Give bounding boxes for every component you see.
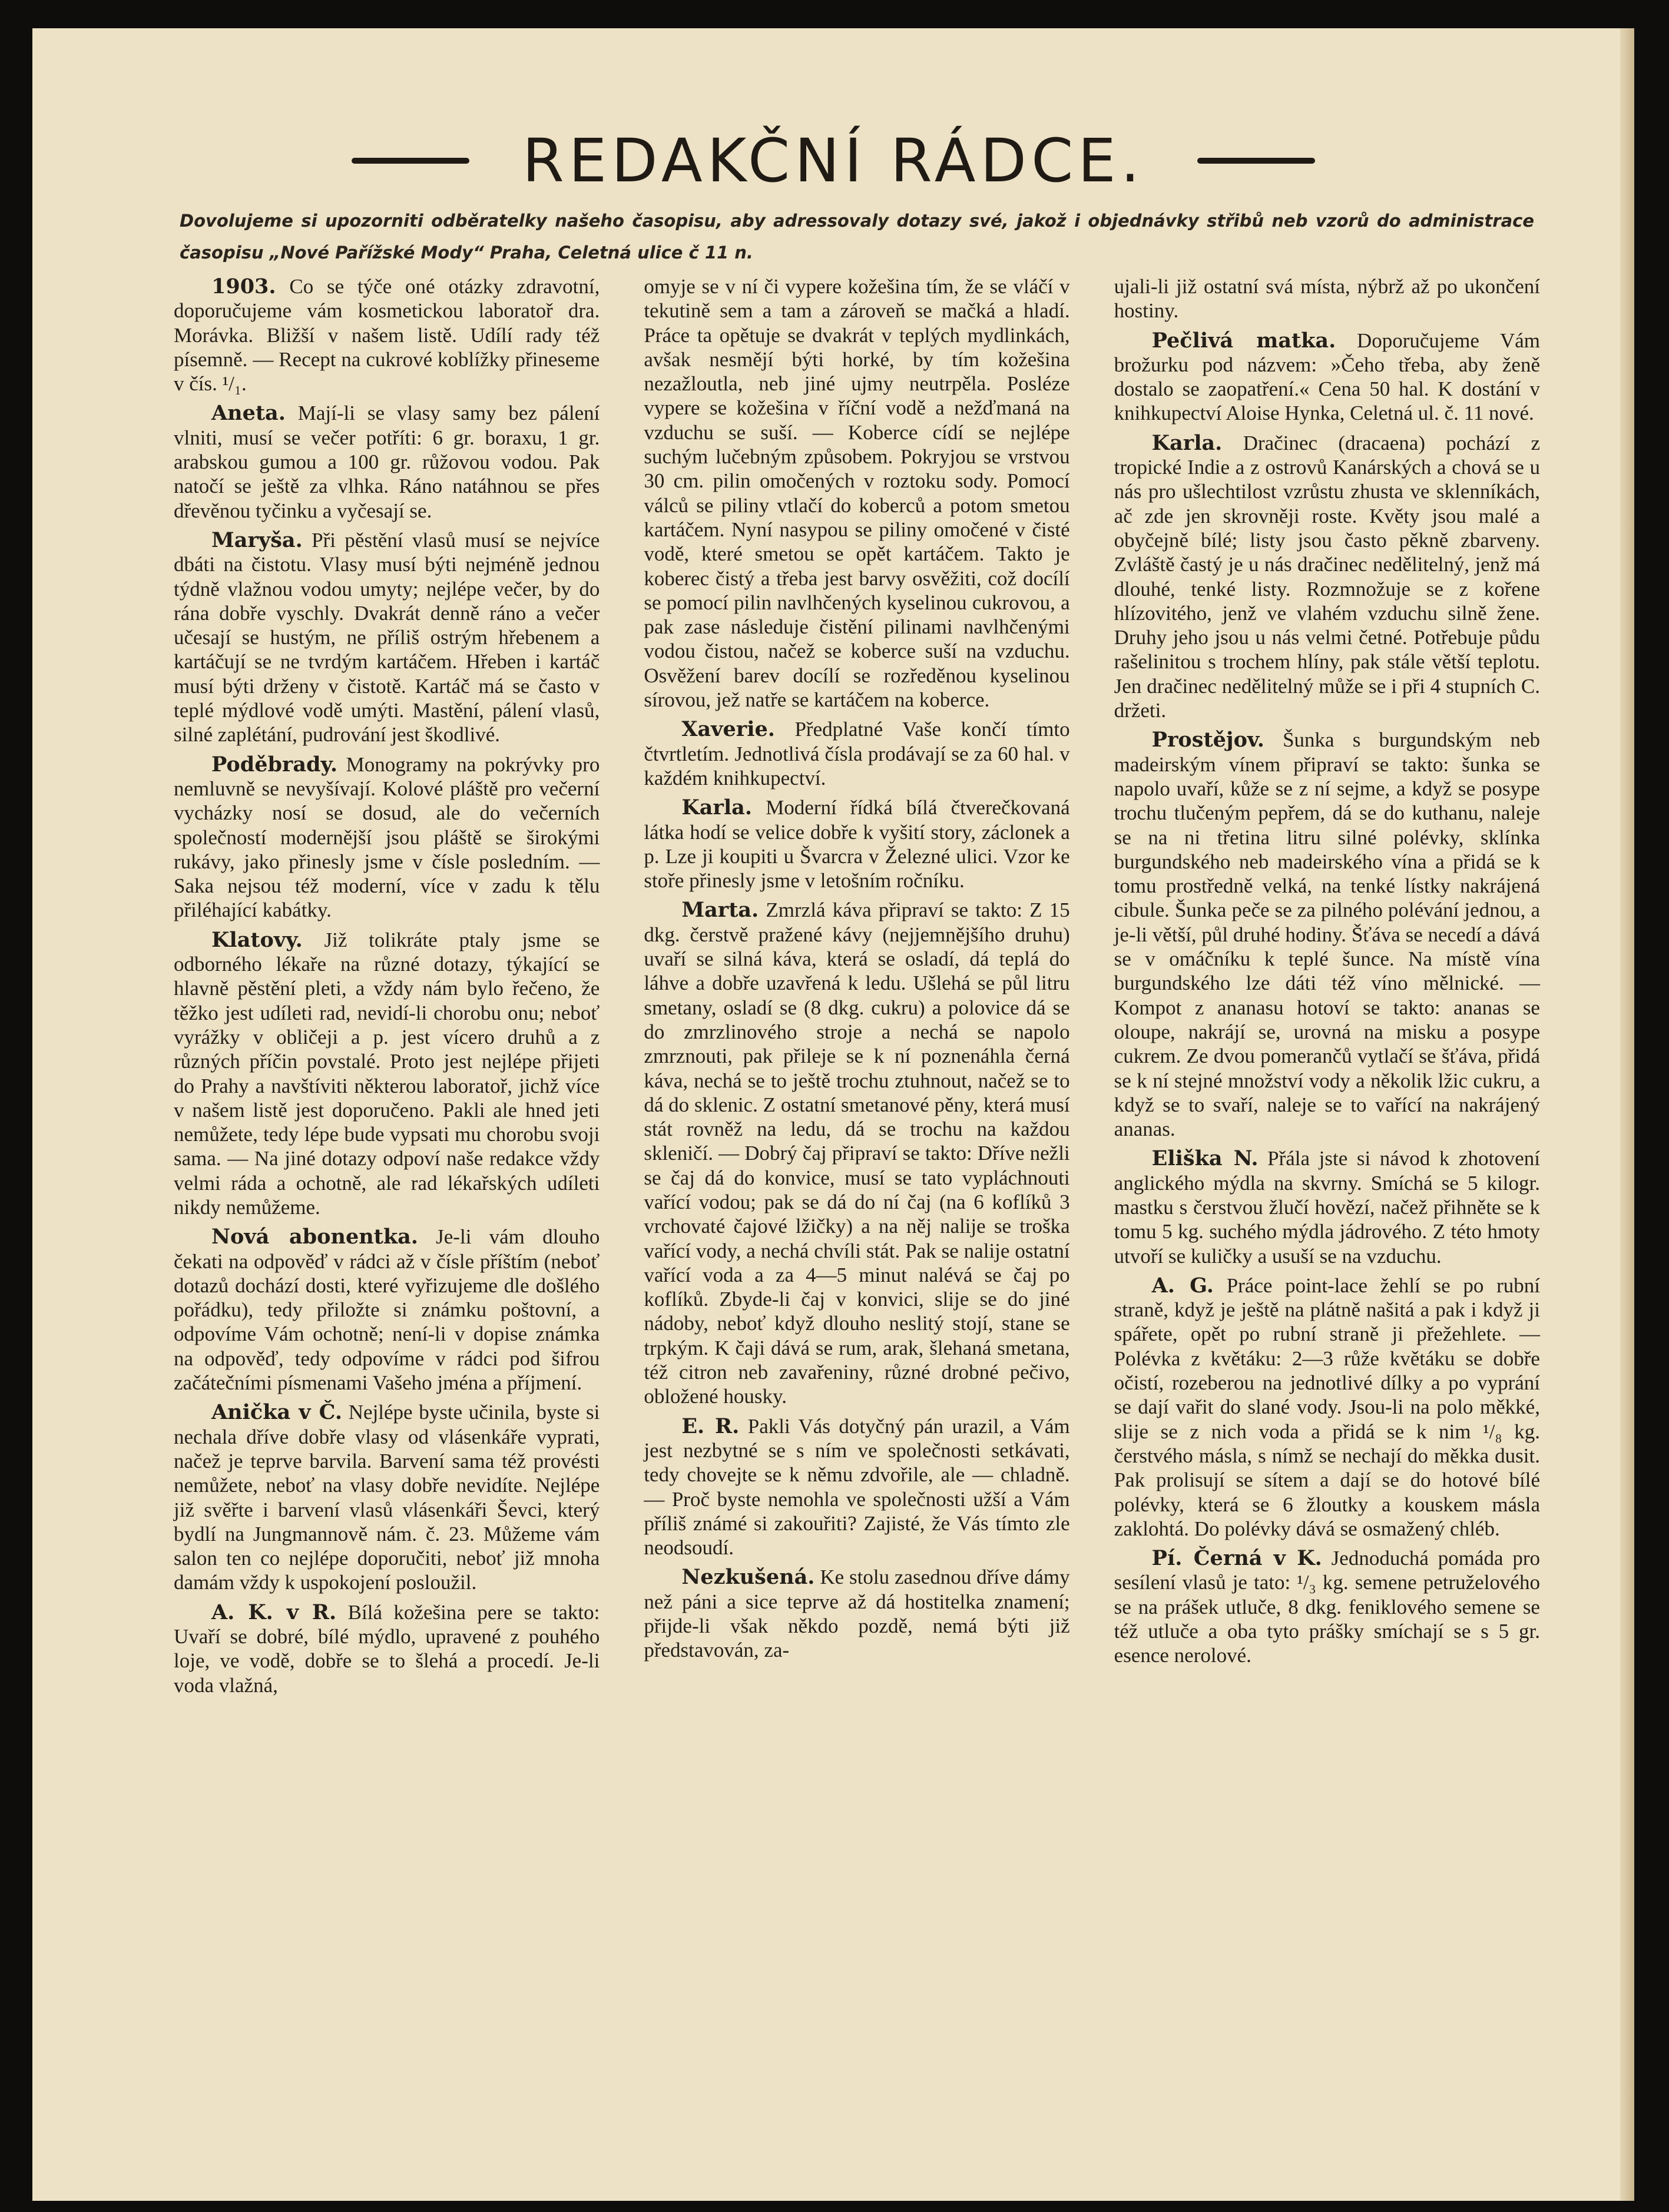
advice-entry — [1114, 431, 1540, 723]
entry-addressee: Karla. — [681, 795, 753, 820]
advice-entry — [174, 752, 600, 923]
entry-addressee: Aneta. — [211, 401, 286, 426]
advice-entry — [644, 274, 1069, 712]
entry-text: Předplatné Vaše končí tímto čtvrtletím. Jednotlivá čísla prodávají se za 60 hal. v každém knihkupectví. — [644, 718, 1070, 790]
entry-addressee: Eliška N. — [1151, 1146, 1259, 1171]
entry-text: Dračinec (dracaena) pochází z tropické Indie a z ostrovů Kanárských a chová se u nás pro ušlechtilost vzrůstu zhusta ve sklenníkách, ač zde jen skrovněji roste. Květy jsou malé a obyčejně bílé; listy jsou často pěkně zbarveny. Zvláště častý je u nás dračinec nedělitelný, jenž má dlouhé, tenké listy. Rozmnožuje se z kořene hlízovitého, jenž ve vlahém vzduchu silně žene. Druhy jeho jsou u nás velmi četné. Potřebuje půdu rašelinitou s trochem hlíny, pak stále větší teplotu. Jen dračinec nedělitelný může se i při 4 stupních C. držeti. — [1114, 431, 1540, 722]
entry-text: Monogramy na pokrývky pro nemluvně se nevyšívají. Kolové pláště pro večerní vycházky nosí se dosud, ale do večerních společností modernější jsou pláště se širokými rukávy, jako přinesly jsme v čísle posledním. — Saka nejsou též moderní, více v zadu k tělu přiléhající kabátky. — [174, 752, 600, 922]
column — [1114, 274, 1540, 2188]
entry-text: Moderní řídká bílá čtverečkovaná látka hodí se velice dobře k vyšití story, záclonek a p. Lze ji koupiti u Švarcra v Železné ulici. Vzor ke stoře přinesly jsme v letošním ročníku. — [644, 796, 1070, 893]
advice-entry — [1114, 274, 1540, 323]
entry-text: Bílá kožešina pere se takto: Uvaří se dobré, bílé mýdlo, upravené z pouhého loje, ve vodě, dobře se to šlehá a procedí. Je-li voda vlažná, — [174, 1600, 600, 1697]
entry-text: Již tolikráte ptaly jsme se odborného lékaře na různé dotazy, týkající se hlavně pěstění pleti, a vždy nám bylo řečeno, že těžko jest udíleti rad, nevidí-li chorobu onu; neboť vyrážky v obličeji a p. jest vícero druhů a z různých příčin povstalé. Proto jest nejlépe přijeti do Prahy a navštíviti některou laboratoř, jichž více v našem listě jest doporučeno. Pakli ale hned jeti nemůžete, tedy lépe bude vypsati mu chorobu svoji sama. — Na jiné dotazy odpoví naše redakce vždy velmi ráda a ochotně, ale rad lékařských udíleti nikdy nemůžeme. — [174, 928, 600, 1219]
advice-entry — [174, 274, 600, 396]
advice-entry — [644, 898, 1069, 1408]
page-edge — [1620, 28, 1634, 2201]
entry-addressee: Nová abonentka. — [211, 1225, 418, 1249]
advice-entry — [1114, 1146, 1540, 1268]
title-rule-right — [1197, 158, 1315, 164]
entry-addressee: A. K. v R. — [211, 1600, 337, 1624]
page-title: REDAKČNÍ RÁDCE. — [522, 125, 1145, 196]
entry-text: omyje se v ní či vypere kožešina tím, že se vláčí v tekutině sem a tam a zároveň se mačká a hladí. Práce ta opětuje se dvakrát v teplých mydlinkách, avšak nesmějí býti horké, by tím kožešina nezažloutla, neb jiné ujmy neutrpěla. Posléze vypere se kožešina v říční vodě a nežďmaná na vzduchu se suší. — Koberce cídí se nejlépe suchým lučebným způsobem. Pokryjou se vrstvou 30 cm. pilin omočených v roztoku sody. Pomocí válců se piliny vtlačí do koberců a potom smetou kartáčem. Nyní nasypou se piliny omočené v čisté vodě, které smetou se opět kartáčem. Takto je koberec čistý a třeba jest barvy osvěžiti, což docílí se pomocí pilin navlhčených kyselinou cukrovou, a pak zase následuje čistění pilinami navlhčenými vodou čistou, načež se koberce suší na vzduchu. Osvěžení barev docílí se rozředěnou kyselinou sírovou, jež natře se kartáčem na koberce. — [644, 275, 1070, 712]
entry-text: Práce point-lace žehlí se po rubní straně, když je ještě na plátně našitá a pak i když ji spářete, opět po rubní straně ji přežehlete. — Polévka z květáku: 2—3 růže květáku se dobře očistí, rozeberou na jednotlivé dílky a po vyprání se dají vařit do slané vody. Jsou-li na polo měkké, slije se z nich voda a přidá se k nim ¹/₈ kg. čerstvého másla, s nímž se nechají do měkka dusit. Pak prolisují se sítem a dají se do hotové bílé polévky, která se 6 žloutky a kouskem másla zaklohtá. Do polévky dává se osmažený chléb. — [1114, 1274, 1540, 1540]
advice-entry — [1114, 1274, 1540, 1541]
entry-text: ujali-li již ostatní svá místa, nýbrž až po ukončení hostiny. — [1114, 275, 1540, 323]
entry-addressee: Prostějov. — [1151, 728, 1264, 752]
entry-addressee: 1903. — [211, 274, 276, 299]
entry-addressee: Pí. Černá v K. — [1151, 1546, 1322, 1571]
advice-entry — [644, 1414, 1069, 1560]
entry-text: Co se týče oné otázky zdravotní, doporučujeme vám kosmetickou laboratoř dra. Morávka. Bližší v našem listě. Udílí rady též písemně. — Recept na cukrové koblížky přineseme v čís. ¹/₁. — [174, 275, 600, 396]
entry-text: Mají-li se vlasy samy bez pálení vlniti, musí se večer potříti: 6 gr. boraxu, 1 gr. arabskou gumou a 100 gr. růžovou vodou. Pak natočí se ještě za vlhka. Ráno natáhnou se přes dřevěnou tyčinku a vyčesají se. — [174, 402, 600, 522]
entry-text: Zmrzlá káva připraví se takto: Z 15 dkg. čerstvě pražené kávy (nejjemnějšího druhu) uvaří se silná káva, která se osladí, dá teplá do láhve a dobře uzavřená k ledu. Ušlehá se půl litru smetany, osladí se (8 dkg. cukru) a polovice dá se do zmrzlinového stroje a nechá se napolo zmrznouti, pak přileje se k ní poznenáhla černá káva, nechá se to ještě trochu ztuhnout, načež se to dá do sklenic. Z ostatní smetanové pěny, která musí stát rovněž na ledu, dá se trochu na každou skleničí. — Dobrý čaj připraví se takto: Dříve nežli se čaj dá do konvice, musí se tato vypláchnouti vařící vodou; pak se dá do ní čaj (na 6 koflíků 3 vrchovaté čajové lžičky) a na něj nalije se troška vařící vody, a nechá chvíli stát. Pak se nalije ostatní vařící voda a za 4—5 minut nalévá se čaj po koflíků. Zbyde-li čaj v konvici, slije se do jiné nádoby, neboť když dlouho neslitý stojí, stane se trpkým. K čaji dává se rum, arak, šlehaná smetana, též citron neb zavařeniny, různé drobné pečivo, obložené housky. — [644, 898, 1070, 1408]
entry-addressee: Xaverie. — [681, 717, 775, 742]
entry-addressee: Klatovy. — [211, 927, 303, 952]
advice-entry — [644, 1565, 1069, 1662]
entry-addressee: Nezkušená. — [681, 1565, 815, 1590]
advice-entry — [174, 528, 600, 747]
column — [174, 274, 600, 2188]
advice-entry — [174, 401, 600, 522]
columns — [174, 274, 1540, 2188]
title-rule-left — [352, 158, 469, 164]
entry-addressee: E. R. — [681, 1414, 740, 1438]
magazine-page — [32, 28, 1634, 2201]
advice-entry — [174, 1600, 600, 1697]
entry-text: Šunka s burgundským neb madeirským vínem připraví se takto: šunka se napolo uvaří, kůže se z ní sejme, a když se posype trochu tlučeným pepřem, dá se do kuthanu, naleje se na ni třetina litru silné polévky, sklínka burgundského neb madeirského vína a přidá se k tomu prostředně velká, na tenké lístky nakrájená cibule. Šunka peče se za pilného polévání jednou, a je-li větší, půl druhé hodiny. Šťáva se necedí a dává se v omáčníku k teplé šunce. Na místě vína burgundského lze dáti též víno mělnické. — Kompot z ananasu hotoví se takto: ananas se oloupe, nakrájí se, urovná na misku a posype cukrem. Ze dvou pomerančů vytlačí se šťáva, přidá se k ní stejné množství vody a několik lžic cukru, a když se to svaří, naleje se to vařící na nakrájený ananas. — [1114, 728, 1540, 1141]
subscriber-notice: Dovolujeme si upozorniti odběratelky našeho časopisu, aby adressovaly dotazy své, jakož i objednávky střibů neb vzorů do administrace časopisu „Nové Pařížské Mody“ Praha, Celetná ulice č 11 n. — [180, 211, 1534, 263]
entry-text: Pakli Vás dotyčný pán urazil, a Vám jest nezbytné se s ním ve společnosti setkávati, tedy chovejte se k němu zdvořile, ale — chladně. — Proč byste nemohla ve společnosti užší a Vám příliš známé si zakouřiti? Zajisté, že Vás tímto zle neodsoudí. — [644, 1414, 1070, 1560]
entry-addressee: Maryša. — [211, 528, 303, 552]
advice-entry — [644, 795, 1069, 893]
entry-addressee: Marta. — [681, 898, 759, 923]
entry-addressee: Pečlivá matka. — [1151, 328, 1336, 353]
entry-addressee: Anička v Č. — [211, 1400, 343, 1425]
advice-entry — [644, 717, 1069, 790]
advice-entry — [174, 1225, 600, 1395]
entry-text: Nejlépe byste učinila, byste si nechala dříve dobře vlasy od vlásenkáře vyprati, načež je teprve barvila. Barvení sama též provésti nemůžete, neboť na vlasy dobře nevidíte. Nejlépe již svěřte i barvení vlasů vlásenkáři Ševci, který bydlí na Jungmannově nám. č. 23. Můžeme vám salon ten co nejlépe doporučiti, neboť již mnoha damám vždy k uspokojení posloužil. — [174, 1401, 600, 1594]
column — [644, 274, 1069, 2188]
header — [32, 111, 1634, 211]
entry-text: Přála jste si návod k zhotovení anglického mýdla na skvrny. Smíchá se 5 kilogr. mastku s čerstvou žlučí hovězí, načež přihněte se k tomu 5 kg. suchého mýdla jádrového. Z této hmoty utvoří se kuličky a usuší se na vzduchu. — [1114, 1147, 1540, 1268]
entry-text: Při pěstění vlasů musí se nejvíce dbáti na čistotu. Vlasy musí býti nejméně jednou týdně vlažnou vodou umyty; nejlépe večer, by do rána dobře vyschly. Dvakrát denně ráno a večer učesají se hustým, ne příliš ostrým hřebenem a kartáčují se ne tvrdým kartáčem. Hřeben i kartáč musí býti drženy v čistotě. Kartáč má se často v teplé mýdlové vodě umýti. Mastění, pálení vlasů, silné zaplétání, pudrování jest škodlivé. — [174, 528, 600, 747]
entry-addressee: Poděbrady. — [211, 752, 338, 777]
entry-text: Je-li vám dlouho čekati na odpověď v rádci až v čísle příštím (neboť dotazů dochází dosti, které vyřizujeme dle došlého pořádku), tedy přiložte si známku poštovní, a odpovíme Vám ochotně; není-li v dopise známka na odpověď, tedy odpovíme v rádci pod šifrou začátečními písmenami Vašeho jména a příjmení. — [174, 1225, 600, 1395]
advice-entry — [1114, 1546, 1540, 1667]
entry-text: Ke stolu zasednou dříve dámy než páni a sice teprve až dá hostitelka znamení; přijde-li však někdo pozdě, nemá býti již představován, za- — [644, 1566, 1070, 1662]
entry-text: Doporučujeme Vám brožurku pod názvem: »Čeho třeba, aby ženě dostalo se zaopatření.« Cena 50 hal. K dostání v knihkupectví Aloise Hynka, Celetná ul. č. 11 nové. — [1114, 329, 1540, 425]
advice-entry — [174, 1400, 600, 1594]
advice-entry — [174, 928, 600, 1220]
entry-text: Jednoduchá pomáda pro sesílení vlasů je tato: ¹/₃ kg. semene petruželového se na prášek utluče, 8 dkg. feniklového semene se též utluče a oba tyto prášky smíchají se s 5 gr. esence nerolové. — [1114, 1547, 1540, 1667]
entry-addressee: Karla. — [1151, 430, 1223, 455]
advice-entry — [1114, 329, 1540, 426]
entry-addressee: A. G. — [1151, 1273, 1214, 1298]
advice-entry — [1114, 728, 1540, 1141]
